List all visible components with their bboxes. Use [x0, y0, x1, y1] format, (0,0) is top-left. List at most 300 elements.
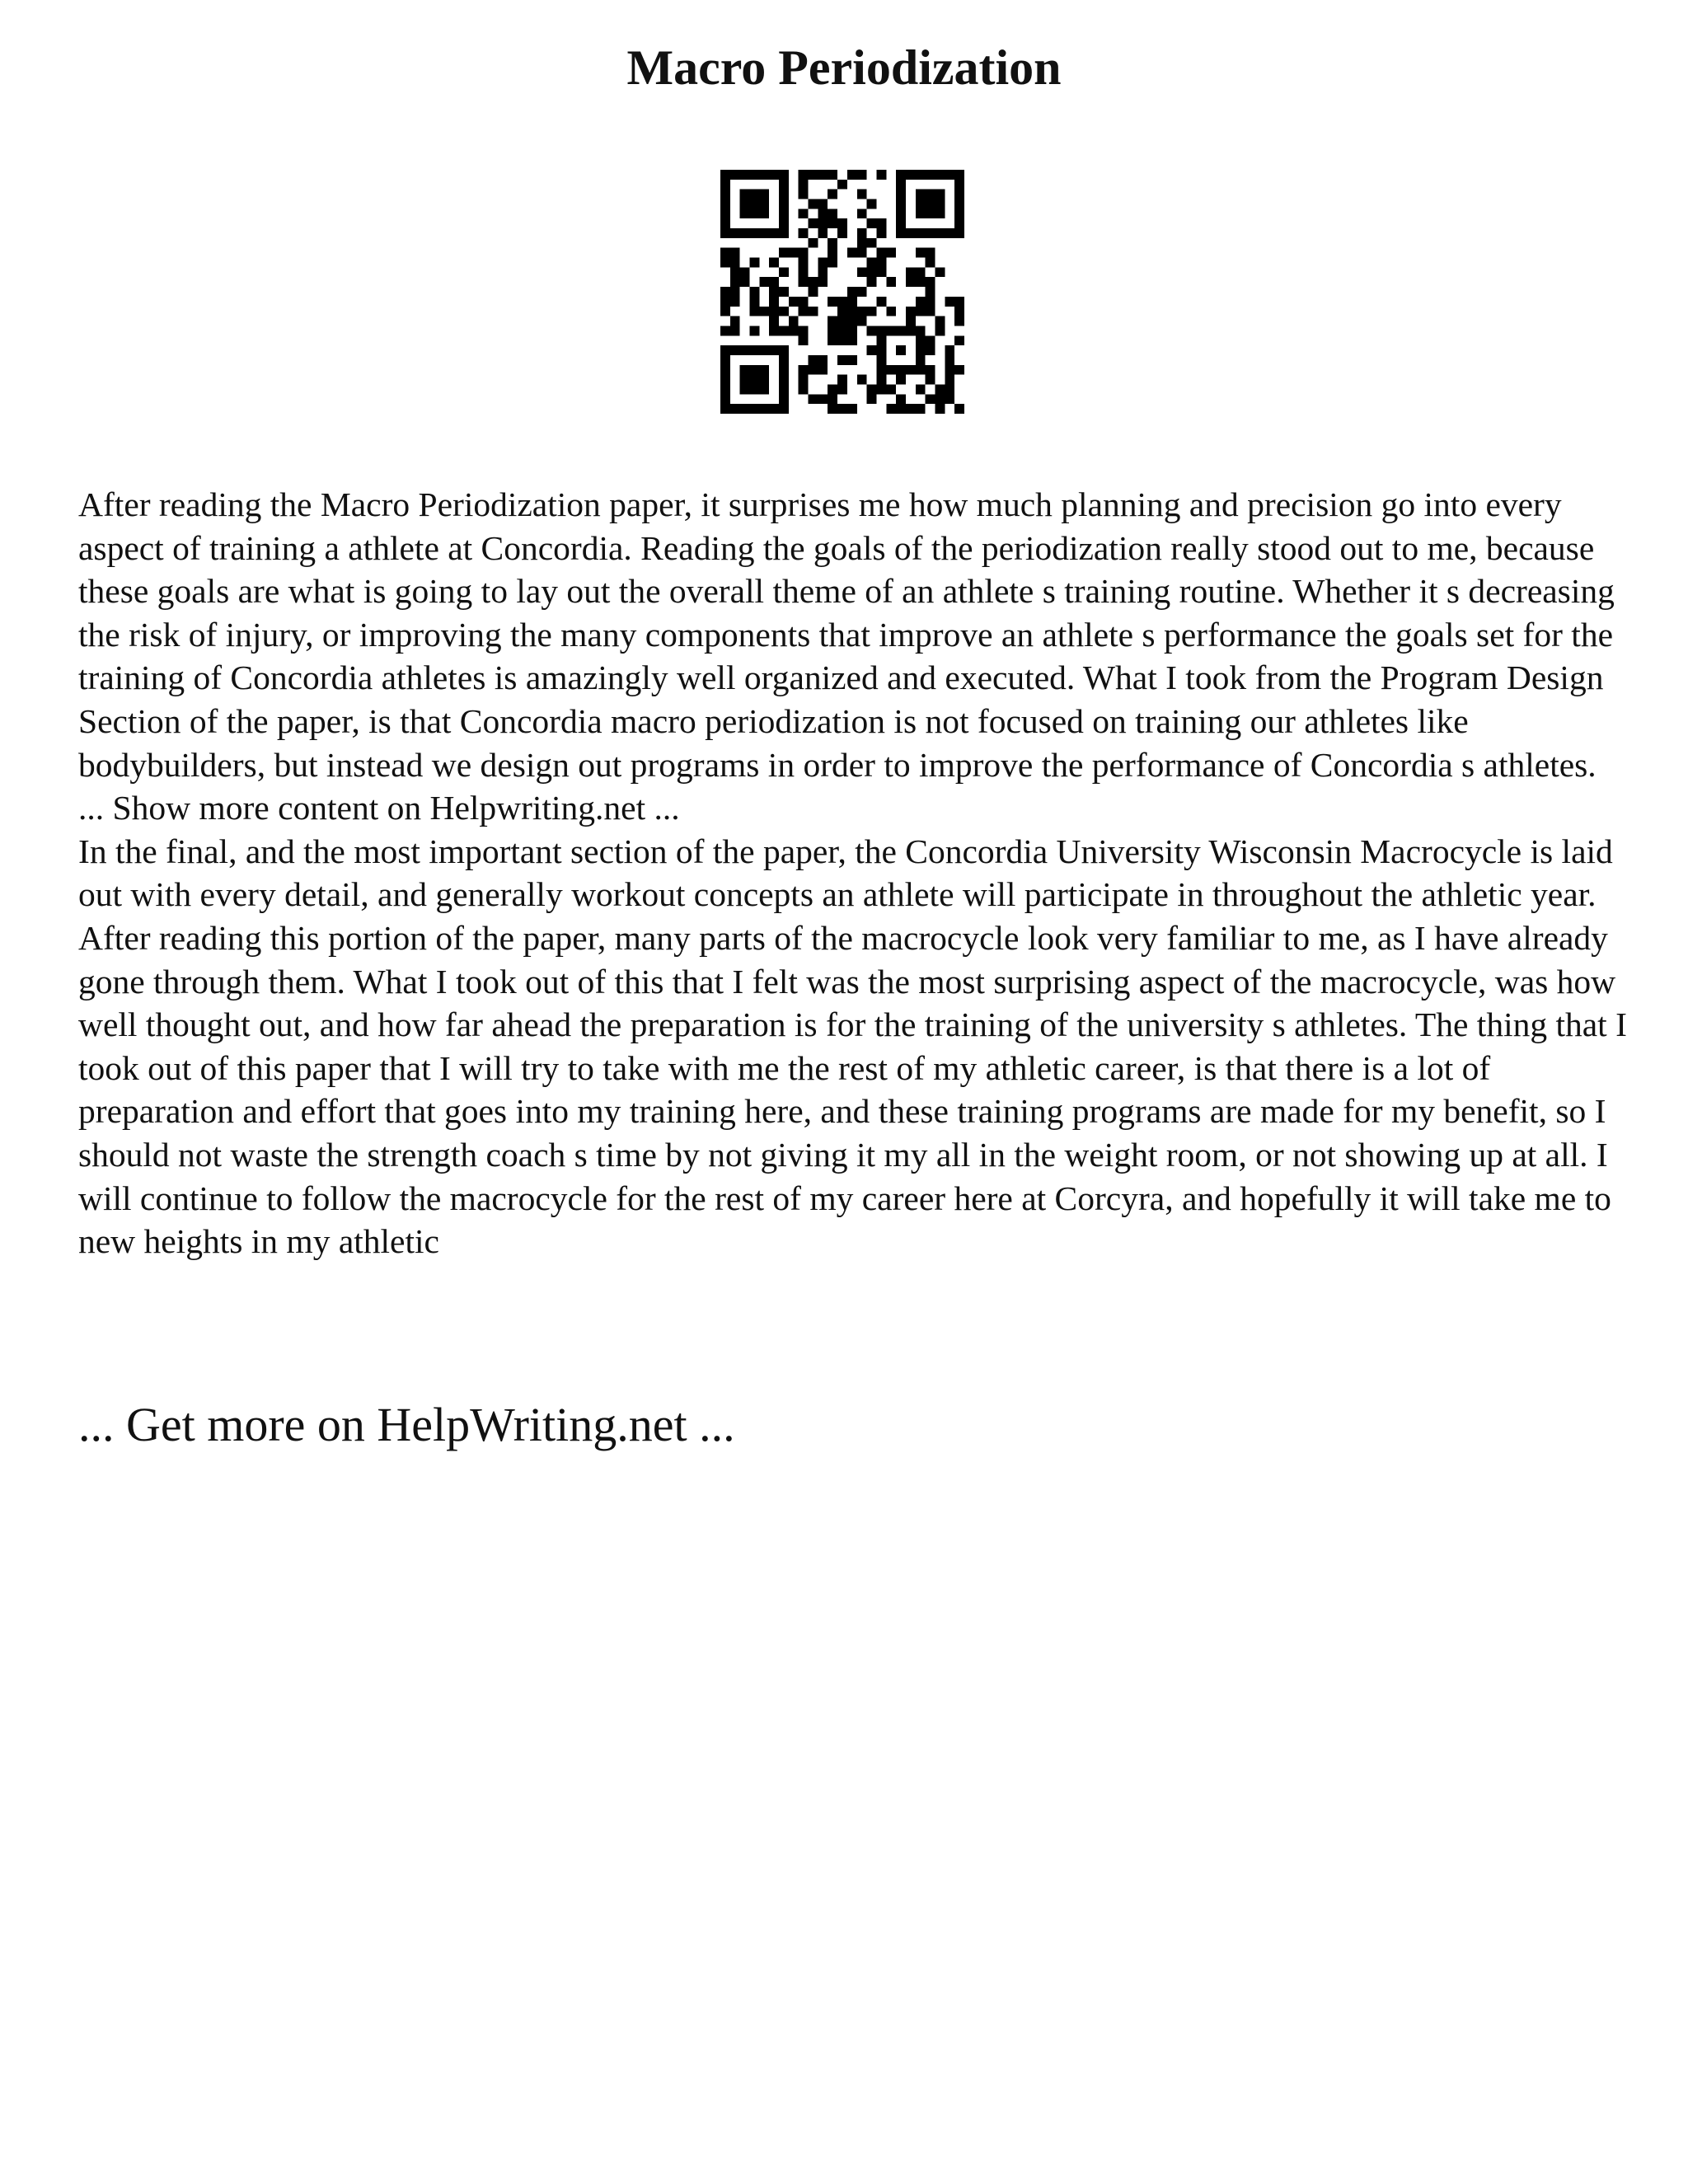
- qr-module: [759, 384, 769, 394]
- qr-module: [876, 375, 886, 385]
- qr-module: [720, 190, 730, 199]
- qr-module: [857, 228, 867, 238]
- qr-module: [906, 277, 916, 287]
- qr-module: [876, 258, 886, 268]
- qr-module: [779, 267, 789, 277]
- qr-module: [828, 297, 837, 307]
- qr-module: [945, 394, 954, 404]
- qr-module: [847, 335, 857, 345]
- qr-module: [935, 394, 945, 404]
- qr-module: [799, 326, 809, 335]
- qr-module: [876, 384, 886, 394]
- qr-module: [799, 209, 809, 218]
- qr-module: [876, 326, 886, 335]
- qr-module: [916, 170, 926, 180]
- qr-module: [818, 355, 828, 365]
- qr-module: [750, 365, 760, 375]
- qr-module: [916, 365, 926, 375]
- qr-module: [828, 316, 837, 326]
- qr-module: [799, 335, 809, 345]
- qr-module: [954, 209, 964, 218]
- qr-module: [750, 258, 760, 268]
- qr-module: [896, 170, 906, 180]
- qr-module: [730, 345, 740, 355]
- qr-module: [954, 228, 964, 238]
- qr-module: [954, 307, 964, 316]
- qr-module: [916, 190, 926, 199]
- qr-module: [799, 170, 809, 180]
- qr-module: [828, 384, 837, 394]
- qr-module: [759, 170, 769, 180]
- qr-module: [779, 287, 789, 297]
- qr-module: [867, 238, 877, 248]
- qr-module: [867, 394, 877, 404]
- qr-module: [809, 199, 818, 209]
- qr-module: [740, 199, 750, 209]
- qr-module: [720, 199, 730, 209]
- qr-module: [730, 277, 740, 287]
- qr-module: [945, 384, 954, 394]
- qr-module: [876, 218, 886, 228]
- qr-module: [740, 190, 750, 199]
- qr-module: [896, 375, 906, 385]
- qr-module: [779, 307, 789, 316]
- qr-module: [867, 218, 877, 228]
- qr-module: [779, 404, 789, 414]
- qr-module: [857, 238, 867, 248]
- qr-module: [926, 170, 935, 180]
- qr-module: [906, 404, 916, 414]
- qr-module: [896, 365, 906, 375]
- qr-module: [847, 248, 857, 258]
- qr-module: [935, 384, 945, 394]
- qr-module: [828, 238, 837, 248]
- qr-module: [935, 228, 945, 238]
- qr-module: [750, 345, 760, 355]
- qr-module: [720, 248, 730, 258]
- qr-module: [799, 307, 809, 316]
- qr-module: [916, 335, 926, 345]
- qr-module: [926, 307, 935, 316]
- qr-module: [720, 170, 730, 180]
- qr-module: [759, 209, 769, 218]
- qr-module: [799, 297, 809, 307]
- qr-module: [954, 335, 964, 345]
- qr-module: [876, 297, 886, 307]
- qr-module: [799, 365, 809, 375]
- qr-module: [945, 375, 954, 385]
- qr-module: [799, 375, 809, 385]
- qr-module: [916, 404, 926, 414]
- qr-module: [926, 199, 935, 209]
- paragraph-1: After reading the Macro Periodization paper, it surprises me how much planning and precision go into every aspect of training a athlete at Concordia. Reading the goals of the periodization really stood out to me, because these goals are what is going to lay out the overall theme of an athlete s training routine. Whether it s decreasing the risk of injury, or improving the many components that improve an athlete s performance the goals set for the training of Concordia athletes is amazingly well organized and executed. What I took from the Program Design Section of the paper, is that Concordia macro periodization is not focused on training our athletes like bodybuilders, but instead we design out programs in order to improve the performance of Concordia s athletes. ... Show more content on Helpwriting.net ...: [78, 485, 1615, 827]
- qr-module: [847, 307, 857, 316]
- qr-module: [769, 277, 779, 287]
- qr-module: [935, 199, 945, 209]
- qr-module: [916, 307, 926, 316]
- qr-module: [769, 326, 779, 335]
- qr-module: [857, 170, 867, 180]
- qr-module: [779, 365, 789, 375]
- qr-module: [867, 199, 877, 209]
- qr-module: [896, 218, 906, 228]
- qr-module: [759, 228, 769, 238]
- qr-module: [935, 190, 945, 199]
- qr-module: [750, 297, 760, 307]
- qr-module: [799, 190, 809, 199]
- qr-module: [886, 326, 896, 335]
- qr-module: [857, 307, 867, 316]
- qr-module: [926, 277, 935, 287]
- qr-module: [809, 170, 818, 180]
- qr-module: [828, 258, 837, 268]
- qr-module: [906, 307, 916, 316]
- qr-module: [896, 404, 906, 414]
- qr-module: [876, 355, 886, 365]
- qr-module: [779, 199, 789, 209]
- qr-module: [857, 209, 867, 218]
- qr-module: [809, 287, 818, 297]
- qr-module: [828, 190, 837, 199]
- qr-module: [867, 384, 877, 394]
- qr-module: [935, 209, 945, 218]
- qr-module: [916, 277, 926, 287]
- qr-module: [730, 326, 740, 335]
- qr-module: [837, 180, 847, 190]
- qr-module: [789, 316, 799, 326]
- qr-module: [730, 316, 740, 326]
- qr-module: [954, 180, 964, 190]
- qr-module: [828, 404, 837, 414]
- qr-module: [769, 170, 779, 180]
- qr-module: [906, 170, 916, 180]
- qr-module: [759, 375, 769, 385]
- qr-module: [857, 375, 867, 385]
- qr-module: [809, 394, 818, 404]
- page-title: Macro Periodization: [626, 40, 1062, 95]
- qr-module: [926, 335, 935, 345]
- qr-module: [720, 345, 730, 355]
- qr-module: [779, 170, 789, 180]
- qr-module: [720, 394, 730, 404]
- qr-module: [759, 345, 769, 355]
- qr-module: [945, 365, 954, 375]
- qr-code[interactable]: [720, 170, 964, 414]
- qr-module: [769, 228, 779, 238]
- qr-module: [916, 267, 926, 277]
- qr-module: [750, 326, 760, 335]
- qr-module: [828, 248, 837, 258]
- qr-module: [837, 316, 847, 326]
- qr-module: [740, 345, 750, 355]
- qr-module: [916, 355, 926, 365]
- qr-module: [740, 384, 750, 394]
- qr-module: [916, 326, 926, 335]
- qr-module: [740, 228, 750, 238]
- qr-module: [730, 297, 740, 307]
- qr-module: [896, 209, 906, 218]
- qr-module: [828, 218, 837, 228]
- qr-module: [779, 326, 789, 335]
- qr-module: [876, 228, 886, 238]
- qr-module: [779, 384, 789, 394]
- qr-module: [769, 345, 779, 355]
- qr-module: [847, 170, 857, 180]
- qr-module: [926, 248, 935, 258]
- qr-module: [828, 335, 837, 345]
- qr-module: [769, 307, 779, 316]
- qr-module: [720, 209, 730, 218]
- qr-module: [954, 199, 964, 209]
- qr-module: [837, 404, 847, 414]
- qr-module: [857, 248, 867, 258]
- qr-module: [779, 228, 789, 238]
- qr-module: [954, 365, 964, 375]
- qr-module: [720, 384, 730, 394]
- qr-module: [750, 375, 760, 385]
- qr-module: [857, 287, 867, 297]
- qr-module: [730, 170, 740, 180]
- qr-module: [720, 326, 730, 335]
- qr-module: [720, 404, 730, 414]
- qr-module: [720, 307, 730, 316]
- qr-module: [759, 199, 769, 209]
- qr-module: [867, 345, 877, 355]
- qr-module: [799, 248, 809, 258]
- qr-module: [818, 365, 828, 375]
- qr-module: [720, 258, 730, 268]
- qr-module: [847, 297, 857, 307]
- qr-module: [769, 404, 779, 414]
- qr-module: [935, 170, 945, 180]
- qr-module: [886, 384, 896, 394]
- qr-module: [769, 316, 779, 326]
- qr-module: [867, 267, 877, 277]
- qr-module: [847, 326, 857, 335]
- qr-module: [779, 180, 789, 190]
- qr-module: [769, 287, 779, 297]
- qr-module: [916, 209, 926, 218]
- qr-module: [720, 228, 730, 238]
- qr-module: [916, 228, 926, 238]
- qr-module: [818, 267, 828, 277]
- qr-module: [809, 365, 818, 375]
- qr-module: [916, 384, 926, 394]
- qr-module: [837, 307, 847, 316]
- qr-module: [730, 258, 740, 268]
- qr-module: [779, 190, 789, 199]
- qr-module: [750, 190, 760, 199]
- qr-module: [945, 170, 954, 180]
- qr-module: [720, 355, 730, 365]
- qr-module: [916, 199, 926, 209]
- qr-module: [779, 394, 789, 404]
- qr-module: [818, 394, 828, 404]
- qr-module: [740, 209, 750, 218]
- qr-module: [837, 375, 847, 385]
- qr-module: [926, 375, 935, 385]
- qr-module: [876, 365, 886, 375]
- qr-module: [886, 307, 896, 316]
- qr-module: [926, 365, 935, 375]
- qr-module: [954, 316, 964, 326]
- qr-module: [818, 258, 828, 268]
- qr-module: [740, 267, 750, 277]
- qr-module: [926, 287, 935, 297]
- qr-module: [945, 297, 954, 307]
- qr-module: [837, 218, 847, 228]
- qr-module: [818, 209, 828, 218]
- qr-module: [857, 316, 867, 326]
- qr-module: [809, 238, 818, 248]
- qr-module: [818, 228, 828, 238]
- qr-module: [867, 307, 877, 316]
- qr-module: [789, 326, 799, 335]
- qr-module: [906, 316, 916, 326]
- qr-module: [906, 365, 916, 375]
- qr-module: [906, 228, 916, 238]
- qr-module: [720, 287, 730, 297]
- qr-module: [730, 404, 740, 414]
- qr-module: [730, 248, 740, 258]
- qr-module: [740, 365, 750, 375]
- qr-module: [935, 316, 945, 326]
- qr-module: [867, 277, 877, 287]
- qr-module: [828, 394, 837, 404]
- qr-module: [916, 345, 926, 355]
- qr-module: [935, 404, 945, 414]
- qr-module: [954, 297, 964, 307]
- qr-module: [886, 277, 896, 287]
- qr-module: [818, 218, 828, 228]
- qr-module: [799, 180, 809, 190]
- qr-module: [896, 345, 906, 355]
- qr-module: [779, 209, 789, 218]
- qr-module: [857, 190, 867, 199]
- qr-module: [818, 199, 828, 209]
- qr-module: [926, 228, 935, 238]
- qr-module: [740, 375, 750, 385]
- qr-module: [867, 258, 877, 268]
- qr-module: [769, 258, 779, 268]
- qr-module: [896, 180, 906, 190]
- qr-module: [867, 326, 877, 335]
- qr-module: [750, 287, 760, 297]
- qr-module: [837, 297, 847, 307]
- qr-module: [945, 345, 954, 355]
- qr-module: [720, 180, 730, 190]
- qr-module: [876, 248, 886, 258]
- qr-module: [789, 297, 799, 307]
- qr-module: [809, 355, 818, 365]
- qr-module: [809, 277, 818, 287]
- qr-module: [740, 170, 750, 180]
- qr-module: [837, 228, 847, 238]
- qr-module: [828, 209, 837, 218]
- qr-module: [799, 258, 809, 268]
- qr-module: [750, 170, 760, 180]
- qr-module: [906, 326, 916, 335]
- qr-module: [847, 404, 857, 414]
- qr-module: [730, 267, 740, 277]
- qr-module: [759, 190, 769, 199]
- qr-module: [789, 248, 799, 258]
- qr-module: [828, 170, 837, 180]
- qr-module: [886, 248, 896, 258]
- qr-module: [896, 228, 906, 238]
- qr-module: [926, 297, 935, 307]
- qr-module: [759, 307, 769, 316]
- qr-module: [926, 190, 935, 199]
- qr-module: [750, 404, 760, 414]
- qr-module: [896, 190, 906, 199]
- qr-module: [857, 267, 867, 277]
- qr-module: [779, 345, 789, 355]
- qr-module: [837, 355, 847, 365]
- qr-module: [750, 384, 760, 394]
- qr-module: [740, 277, 750, 287]
- qr-module: [799, 228, 809, 238]
- qr-module: [769, 297, 779, 307]
- qr-module: [779, 375, 789, 385]
- qr-module: [720, 375, 730, 385]
- qr-module: [954, 190, 964, 199]
- qr-module: [750, 209, 760, 218]
- qr-module: [818, 170, 828, 180]
- qr-module: [720, 365, 730, 375]
- qr-module: [837, 326, 847, 335]
- qr-module: [935, 267, 945, 277]
- qr-module: [759, 404, 769, 414]
- qr-module: [847, 316, 857, 326]
- qr-module: [926, 258, 935, 268]
- qr-module: [759, 365, 769, 375]
- qr-module: [799, 267, 809, 277]
- qr-module: [876, 267, 886, 277]
- qr-module: [799, 277, 809, 287]
- qr-module: [740, 404, 750, 414]
- qr-module: [720, 218, 730, 228]
- qr-module: [837, 335, 847, 345]
- qr-module: [954, 170, 964, 180]
- qr-module: [916, 248, 926, 258]
- qr-module: [945, 355, 954, 365]
- qr-module: [779, 218, 789, 228]
- qr-module: [759, 277, 769, 287]
- qr-module: [954, 218, 964, 228]
- qr-module: [750, 307, 760, 316]
- qr-module: [896, 199, 906, 209]
- get-more-link[interactable]: ... Get more on HelpWriting.net ...: [78, 1398, 735, 1451]
- qr-module: [896, 394, 906, 404]
- qr-module: [847, 355, 857, 365]
- qr-module: [809, 307, 818, 316]
- qr-module: [847, 287, 857, 297]
- qr-module: [779, 248, 789, 258]
- qr-module: [876, 345, 886, 355]
- qr-module: [876, 335, 886, 345]
- document-body: [78, 483, 1628, 1263]
- qr-module: [730, 228, 740, 238]
- qr-module: [818, 277, 828, 287]
- qr-module: [837, 384, 847, 394]
- qr-module: [750, 199, 760, 209]
- qr-module: [886, 404, 896, 414]
- qr-module: [896, 326, 906, 335]
- qr-module: [945, 228, 954, 238]
- qr-module: [750, 228, 760, 238]
- qr-module: [730, 287, 740, 297]
